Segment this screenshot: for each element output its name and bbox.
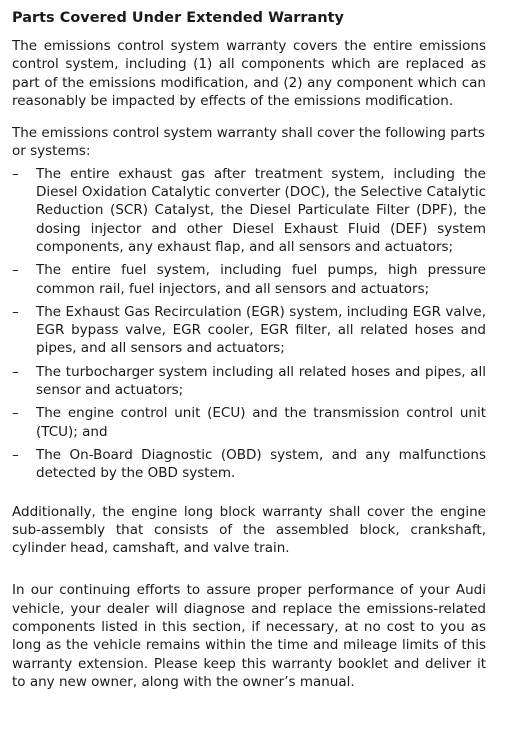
list-item-text: The entire fuel system, including fuel pumps, high pressure common rail, fuel injectors, and all sensors and actuators;	[36, 262, 486, 297]
intro-paragraph: The emissions control system warranty covers the entire emissions control system, including (1) all components which are replaced as part of the emissions modification, and (2) any component which can reasonably be impacted by effects of the emissions modification.	[12, 38, 486, 109]
long-block-paragraph: Additionally, the engine long block warranty shall cover the engine sub-assembly that consists of the assembled block, crankshaft, cylinder head, camshaft, and valve train.	[12, 503, 486, 557]
section-heading: Parts Covered Under Extended Warranty	[12, 10, 344, 26]
coverage-lead-paragraph: The emissions control system warranty shall cover the following parts or systems:	[12, 125, 485, 160]
covered-systems-list	[12, 165, 486, 483]
list-item	[12, 165, 486, 256]
dash-bullet-icon: –	[12, 446, 19, 463]
dash-bullet-icon: –	[12, 165, 19, 182]
dash-bullet-icon: –	[12, 363, 19, 380]
list-item-text: The turbocharger system including all related hoses and pipes, all sensor and actuators;	[36, 363, 486, 399]
dash-bullet-icon: –	[12, 262, 19, 279]
warranty-section	[12, 9, 486, 691]
list-item	[12, 363, 486, 400]
list-item-text: The entire exhaust gas after treatment system, including the Diesel Oxidation Catalytic converter (DOC), the Selective Catalytic Reduction (SCR) Catalyst, the Diesel Particulate Filter (DPF), the dosing injector and other Diesel Exhaust Fluid (DEF) system components, any exhaust flap, and all sensors and actuators;	[36, 165, 486, 255]
dash-bullet-icon: –	[12, 303, 19, 320]
list-item	[12, 303, 486, 358]
list-item-text: The Exhaust Gas Recirculation (EGR) system, including EGR valve, EGR bypass valve, EGR cooler, EGR filter, all related hoses and pipes, and all sensors and actuators;	[36, 303, 486, 357]
dealer-service-paragraph: In our continuing efforts to assure proper performance of your Audi vehicle, your dealer will diagnose and replace the emissions-related components listed in this section, if necessary, at no cost to you as long as the vehicle remains within the time and mileage limits of this warranty extension. Please keep this warranty booklet and deliver it to any new owner, along with the owner’s manual.	[12, 582, 486, 690]
list-item	[12, 446, 486, 483]
list-item	[12, 404, 486, 441]
list-item-text: The engine control unit (ECU) and the transmission control unit (TCU); and	[36, 405, 486, 440]
dash-bullet-icon: –	[12, 405, 19, 422]
list-item	[12, 261, 486, 298]
list-item-text: The On-Board Diagnostic (OBD) system, and any malfunctions detected by the OBD system.	[36, 446, 486, 482]
